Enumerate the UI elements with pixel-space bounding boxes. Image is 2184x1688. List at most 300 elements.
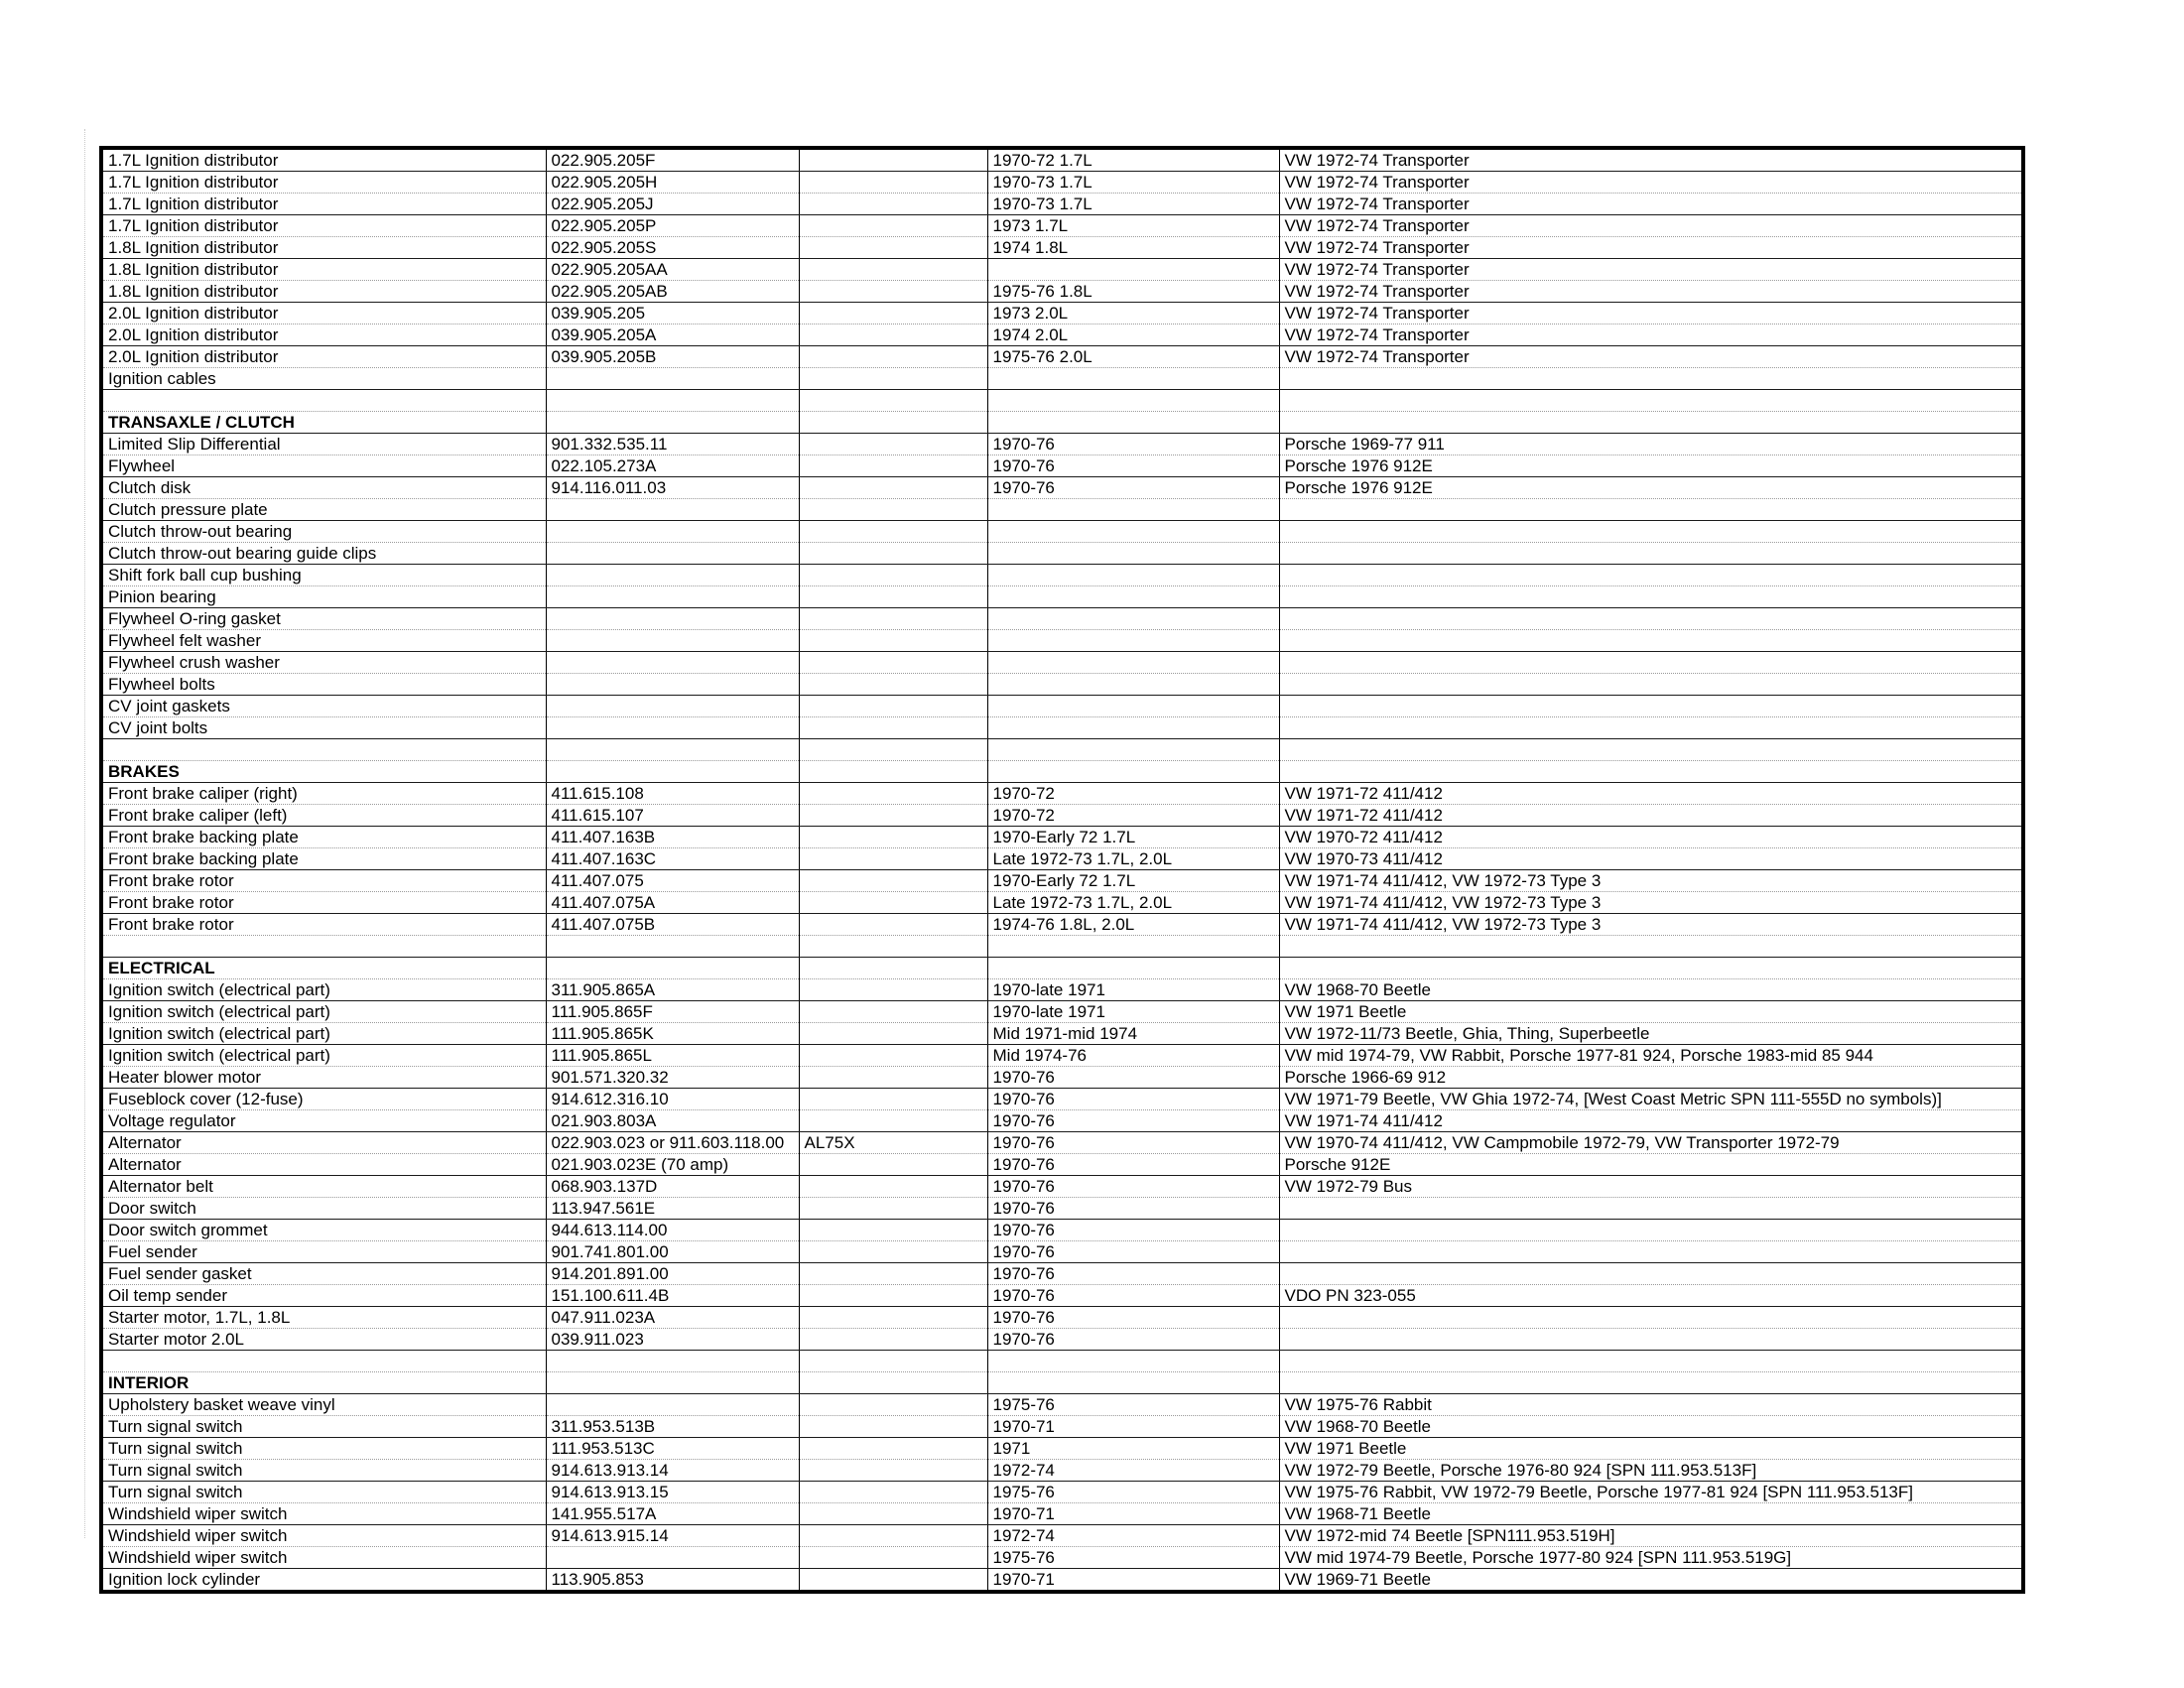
years-cell: 1970-76 (987, 1285, 1279, 1307)
variant-code-cell (799, 1460, 987, 1482)
part-number-cell (546, 499, 799, 521)
variant-code-cell (799, 1045, 987, 1067)
blank-row (101, 1351, 2023, 1372)
years-cell: 1974 2.0L (987, 325, 1279, 346)
vehicle-application-cell (1279, 717, 2023, 739)
part-number-cell: 113.947.561E (546, 1198, 799, 1220)
part-number-cell: 311.905.865A (546, 979, 799, 1001)
part-number-cell (546, 1372, 799, 1394)
part-number-cell (546, 608, 799, 630)
vehicle-application-cell: VW 1972-74 Transporter (1279, 303, 2023, 325)
part-name-cell (101, 390, 546, 412)
table-row (101, 215, 2023, 237)
part-name-cell: Front brake caliper (left) (101, 805, 546, 827)
vehicle-application-cell (1279, 696, 2023, 717)
variant-code-cell (799, 1176, 987, 1198)
part-name-cell: 2.0L Ignition distributor (101, 346, 546, 368)
years-cell (987, 390, 1279, 412)
variant-code-cell (799, 630, 987, 652)
part-number-cell: 039.905.205B (546, 346, 799, 368)
variant-code-cell (799, 1263, 987, 1285)
variant-code-cell (799, 979, 987, 1001)
variant-code-cell (799, 1394, 987, 1416)
vehicle-application-cell: VW mid 1974-79 Beetle, Porsche 1977-80 924 [SPN 111.953.519G] (1279, 1547, 2023, 1569)
years-cell (987, 652, 1279, 674)
variant-code-cell (799, 303, 987, 325)
vehicle-application-cell (1279, 936, 2023, 958)
vehicle-application-cell: VW 1972-74 Transporter (1279, 237, 2023, 259)
table-row-indented (101, 586, 2023, 608)
table-row (101, 148, 2023, 172)
part-name-cell: 1.7L Ignition distributor (101, 148, 546, 172)
variant-code-cell (799, 477, 987, 499)
years-cell (987, 1372, 1279, 1394)
variant-code-cell (799, 1198, 987, 1220)
vehicle-application-cell (1279, 543, 2023, 565)
section-header-row (101, 1372, 2023, 1394)
part-name-cell: Windshield wiper switch (101, 1525, 546, 1547)
variant-code-cell (799, 390, 987, 412)
table-row-indented (101, 543, 2023, 565)
variant-code-cell (799, 1329, 987, 1351)
part-number-cell: 914.201.891.00 (546, 1263, 799, 1285)
table-row (101, 1241, 2023, 1263)
part-number-cell: 039.911.023 (546, 1329, 799, 1351)
vehicle-application-cell (1279, 499, 2023, 521)
years-cell: 1970-76 (987, 1132, 1279, 1154)
vehicle-application-cell: VW 1971-79 Beetle, VW Ghia 1972-74, [West Coast Metric SPN 111-555D no symbols)] (1279, 1089, 2023, 1110)
variant-code-cell (799, 148, 987, 172)
years-cell (987, 543, 1279, 565)
part-number-cell: 901.741.801.00 (546, 1241, 799, 1263)
vehicle-application-cell (1279, 674, 2023, 696)
part-name-cell: 2.0L Ignition distributor (101, 325, 546, 346)
years-cell: 1970-76 (987, 1220, 1279, 1241)
vehicle-application-cell: Porsche 1966-69 912 (1279, 1067, 2023, 1089)
years-cell: 1970-76 (987, 1089, 1279, 1110)
part-name-cell: Alternator belt (101, 1176, 546, 1198)
part-number-cell: 411.615.107 (546, 805, 799, 827)
vehicle-application-cell (1279, 652, 2023, 674)
years-cell: 1970-72 (987, 783, 1279, 805)
part-name-cell: Flywheel crush washer (101, 652, 546, 674)
variant-code-cell (799, 1089, 987, 1110)
part-name-cell: Pinion bearing (101, 586, 546, 608)
part-number-cell: 022.905.205P (546, 215, 799, 237)
table-row (101, 346, 2023, 368)
variant-code-cell (799, 1220, 987, 1241)
part-number-cell (546, 674, 799, 696)
years-cell: Mid 1971-mid 1974 (987, 1023, 1279, 1045)
variant-code-cell (799, 1372, 987, 1394)
part-number-cell: 047.911.023A (546, 1307, 799, 1329)
years-cell: 1970-76 (987, 1241, 1279, 1263)
variant-code-cell (799, 936, 987, 958)
part-name-cell: Flywheel felt washer (101, 630, 546, 652)
table-row (101, 434, 2023, 455)
part-number-cell: 901.332.535.11 (546, 434, 799, 455)
vehicle-application-cell (1279, 1372, 2023, 1394)
table-row (101, 827, 2023, 848)
part-number-cell (546, 1351, 799, 1372)
vehicle-application-cell: VW 1972-74 Transporter (1279, 194, 2023, 215)
years-cell: 1973 2.0L (987, 303, 1279, 325)
part-number-cell (546, 1394, 799, 1416)
part-number-cell: 914.613.913.14 (546, 1460, 799, 1482)
vehicle-application-cell: VW mid 1974-79, VW Rabbit, Porsche 1977-81 924, Porsche 1983-mid 85 944 (1279, 1045, 2023, 1067)
part-number-cell: 021.903.803A (546, 1110, 799, 1132)
variant-code-cell (799, 805, 987, 827)
table-row (101, 1132, 2023, 1154)
table-row (101, 1460, 2023, 1482)
part-number-cell: 411.407.075 (546, 870, 799, 892)
vehicle-application-cell (1279, 608, 2023, 630)
table-row (101, 1503, 2023, 1525)
part-number-cell (546, 630, 799, 652)
part-name-cell: Starter motor, 1.7L, 1.8L (101, 1307, 546, 1329)
part-name-cell: Door switch (101, 1198, 546, 1220)
vehicle-application-cell: VW 1971-74 411/412, VW 1972-73 Type 3 (1279, 892, 2023, 914)
vehicle-application-cell: Porsche 1976 912E (1279, 477, 2023, 499)
table-row (101, 1307, 2023, 1329)
part-name-cell: Shift fork ball cup bushing (101, 565, 546, 586)
scan-margin-line (84, 129, 85, 1538)
part-number-cell: 914.613.915.14 (546, 1525, 799, 1547)
vehicle-application-cell (1279, 1198, 2023, 1220)
years-cell: 1970-71 (987, 1569, 1279, 1593)
table-row (101, 783, 2023, 805)
years-cell: 1970-72 1.7L (987, 148, 1279, 172)
parts-cross-reference-table (99, 146, 2025, 1594)
part-name-cell: Ignition lock cylinder (101, 1569, 546, 1593)
vehicle-application-cell (1279, 521, 2023, 543)
variant-code-cell (799, 1067, 987, 1089)
part-number-cell: 022.905.205F (546, 148, 799, 172)
part-name-cell: Limited Slip Differential (101, 434, 546, 455)
table-row-indented (101, 521, 2023, 543)
variant-code-cell (799, 652, 987, 674)
table-row (101, 237, 2023, 259)
part-number-cell: 411.407.163B (546, 827, 799, 848)
part-name-cell (101, 739, 546, 761)
years-cell: 1970-76 (987, 1154, 1279, 1176)
part-name-cell: Ignition cables (101, 368, 546, 390)
part-name-cell: 1.7L Ignition distributor (101, 172, 546, 194)
years-cell (987, 368, 1279, 390)
variant-code-cell (799, 1438, 987, 1460)
years-cell: 1970-76 (987, 477, 1279, 499)
vehicle-application-cell: VW 1971 Beetle (1279, 1438, 2023, 1460)
vehicle-application-cell: Porsche 1969-77 911 (1279, 434, 2023, 455)
table-row (101, 1176, 2023, 1198)
years-cell: 1970-76 (987, 1263, 1279, 1285)
table-row (101, 303, 2023, 325)
years-cell: 1970-late 1971 (987, 1001, 1279, 1023)
years-cell (987, 586, 1279, 608)
years-cell: 1970-Early 72 1.7L (987, 870, 1279, 892)
part-number-cell: 411.615.108 (546, 783, 799, 805)
vehicle-application-cell: VW 1972-mid 74 Beetle [SPN111.953.519H] (1279, 1525, 2023, 1547)
part-number-cell: 151.100.611.4B (546, 1285, 799, 1307)
years-cell: 1970-76 (987, 455, 1279, 477)
part-name-cell: Flywheel (101, 455, 546, 477)
years-cell: 1975-76 (987, 1482, 1279, 1503)
variant-code-cell (799, 259, 987, 281)
part-number-cell: 914.116.011.03 (546, 477, 799, 499)
table-row-indented (101, 696, 2023, 717)
variant-code-cell (799, 1569, 987, 1593)
part-number-cell (546, 412, 799, 434)
variant-code-cell (799, 434, 987, 455)
variant-code-cell (799, 1154, 987, 1176)
part-name-cell: Windshield wiper switch (101, 1503, 546, 1525)
years-cell: 1975-76 1.8L (987, 281, 1279, 303)
years-cell (987, 630, 1279, 652)
vehicle-application-cell: VW 1972-74 Transporter (1279, 259, 2023, 281)
part-number-cell: 022.905.205H (546, 172, 799, 194)
part-number-cell: 022.105.273A (546, 455, 799, 477)
part-number-cell: 944.613.114.00 (546, 1220, 799, 1241)
table-row (101, 325, 2023, 346)
table-row (101, 805, 2023, 827)
part-number-cell: 411.407.075A (546, 892, 799, 914)
part-number-cell: 141.955.517A (546, 1503, 799, 1525)
part-name-cell: Turn signal switch (101, 1438, 546, 1460)
vehicle-application-cell: VW 1969-71 Beetle (1279, 1569, 2023, 1593)
part-name-cell: CV joint bolts (101, 717, 546, 739)
years-cell: 1970-73 1.7L (987, 172, 1279, 194)
vehicle-application-cell: VW 1972-79 Bus (1279, 1176, 2023, 1198)
part-number-cell (546, 390, 799, 412)
vehicle-application-cell (1279, 1307, 2023, 1329)
vehicle-application-cell: VW 1972-74 Transporter (1279, 148, 2023, 172)
part-number-cell: 411.407.163C (546, 848, 799, 870)
part-name-cell: Flywheel O-ring gasket (101, 608, 546, 630)
table-row (101, 1438, 2023, 1460)
vehicle-application-cell: VDO PN 323-055 (1279, 1285, 2023, 1307)
section-header-row (101, 412, 2023, 434)
vehicle-application-cell: VW 1971-72 411/412 (1279, 805, 2023, 827)
part-name-cell: 1.8L Ignition distributor (101, 281, 546, 303)
part-number-cell (546, 652, 799, 674)
table-row-indented (101, 608, 2023, 630)
variant-code-cell (799, 455, 987, 477)
variant-code-cell (799, 237, 987, 259)
part-number-cell: 113.905.853 (546, 1569, 799, 1593)
variant-code-cell (799, 346, 987, 368)
part-name-cell: 1.7L Ignition distributor (101, 215, 546, 237)
years-cell (987, 565, 1279, 586)
years-cell (987, 696, 1279, 717)
part-number-cell (546, 936, 799, 958)
part-number-cell: 311.953.513B (546, 1416, 799, 1438)
part-number-cell: 039.905.205A (546, 325, 799, 346)
part-number-cell: 111.905.865F (546, 1001, 799, 1023)
part-number-cell: 022.905.205AB (546, 281, 799, 303)
part-number-cell: 022.905.205AA (546, 259, 799, 281)
years-cell: Late 1972-73 1.7L, 2.0L (987, 848, 1279, 870)
table-row (101, 870, 2023, 892)
vehicle-application-cell: VW 1970-72 411/412 (1279, 827, 2023, 848)
part-name-cell: Door switch grommet (101, 1220, 546, 1241)
years-cell: 1970-76 (987, 1329, 1279, 1351)
years-cell: 1970-71 (987, 1503, 1279, 1525)
vehicle-application-cell: VW 1971-74 411/412, VW 1972-73 Type 3 (1279, 914, 2023, 936)
table-row (101, 979, 2023, 1001)
variant-code-cell (799, 565, 987, 586)
part-number-cell: 039.905.205 (546, 303, 799, 325)
vehicle-application-cell (1279, 761, 2023, 783)
variant-code-cell (799, 958, 987, 979)
part-name-cell: Heater blower motor (101, 1067, 546, 1089)
part-number-cell: 022.903.023 or 911.603.118.00 (546, 1132, 799, 1154)
vehicle-application-cell: VW 1971-72 411/412 (1279, 783, 2023, 805)
vehicle-application-cell: VW 1971 Beetle (1279, 1001, 2023, 1023)
vehicle-application-cell: VW 1968-70 Beetle (1279, 1416, 2023, 1438)
variant-code-cell (799, 761, 987, 783)
variant-code-cell (799, 1525, 987, 1547)
table-row (101, 1547, 2023, 1569)
years-cell: 1972-74 (987, 1525, 1279, 1547)
vehicle-application-cell: VW 1968-71 Beetle (1279, 1503, 2023, 1525)
table-row (101, 1110, 2023, 1132)
part-number-cell: 022.905.205S (546, 237, 799, 259)
variant-code-cell (799, 543, 987, 565)
table-row (101, 892, 2023, 914)
years-cell: 1970-76 (987, 1110, 1279, 1132)
years-cell: 1970-76 (987, 434, 1279, 455)
variant-code-cell (799, 215, 987, 237)
part-name-cell: Front brake rotor (101, 914, 546, 936)
vehicle-application-cell: VW 1972-74 Transporter (1279, 172, 2023, 194)
years-cell (987, 761, 1279, 783)
part-number-cell: 022.905.205J (546, 194, 799, 215)
years-cell: 1975-76 2.0L (987, 346, 1279, 368)
years-cell (987, 717, 1279, 739)
vehicle-application-cell: Porsche 1976 912E (1279, 455, 2023, 477)
vehicle-application-cell: VW 1970-74 411/412, VW Campmobile 1972-79, VW Transporter 1972-79 (1279, 1132, 2023, 1154)
part-name-cell: Ignition switch (electrical part) (101, 1045, 546, 1067)
table-row-indented (101, 652, 2023, 674)
years-cell (987, 608, 1279, 630)
part-name-cell: Clutch throw-out bearing (101, 521, 546, 543)
section-header-row (101, 958, 2023, 979)
part-number-cell: 021.903.023E (70 amp) (546, 1154, 799, 1176)
variant-code-cell (799, 586, 987, 608)
vehicle-application-cell: VW 1972-79 Beetle, Porsche 1976-80 924 [SPN 111.953.513F] (1279, 1460, 2023, 1482)
vehicle-application-cell (1279, 586, 2023, 608)
part-name-cell (101, 1351, 546, 1372)
part-name-cell: 1.8L Ignition distributor (101, 237, 546, 259)
part-name-cell: Front brake rotor (101, 870, 546, 892)
table-row-indented (101, 630, 2023, 652)
vehicle-application-cell (1279, 368, 2023, 390)
vehicle-application-cell (1279, 412, 2023, 434)
part-number-cell (546, 586, 799, 608)
part-name-cell: INTERIOR (101, 1372, 546, 1394)
years-cell: 1970-Early 72 1.7L (987, 827, 1279, 848)
part-number-cell: 914.612.316.10 (546, 1089, 799, 1110)
table-row (101, 1089, 2023, 1110)
variant-code-cell (799, 1482, 987, 1503)
table-row (101, 281, 2023, 303)
years-cell (987, 412, 1279, 434)
years-cell: 1971 (987, 1438, 1279, 1460)
years-cell: 1970-72 (987, 805, 1279, 827)
variant-code-cell (799, 1110, 987, 1132)
part-name-cell: 1.8L Ignition distributor (101, 259, 546, 281)
years-cell (987, 499, 1279, 521)
vehicle-application-cell (1279, 1241, 2023, 1263)
part-name-cell: Fuseblock cover (12-fuse) (101, 1089, 546, 1110)
part-number-cell: 111.953.513C (546, 1438, 799, 1460)
variant-code-cell (799, 499, 987, 521)
table-row (101, 1220, 2023, 1241)
variant-code-cell (799, 892, 987, 914)
section-header-row (101, 761, 2023, 783)
part-name-cell: Ignition switch (electrical part) (101, 979, 546, 1001)
years-cell (987, 958, 1279, 979)
part-name-cell (101, 936, 546, 958)
table-row (101, 1154, 2023, 1176)
vehicle-application-cell: VW 1975-76 Rabbit, VW 1972-79 Beetle, Porsche 1977-81 924 [SPN 111.953.513F] (1279, 1482, 2023, 1503)
table-row (101, 172, 2023, 194)
table-row (101, 455, 2023, 477)
variant-code-cell (799, 1001, 987, 1023)
table-row (101, 914, 2023, 936)
part-name-cell: Front brake rotor (101, 892, 546, 914)
vehicle-application-cell: VW 1970-73 411/412 (1279, 848, 2023, 870)
years-cell: 1970-76 (987, 1067, 1279, 1089)
part-name-cell: Windshield wiper switch (101, 1547, 546, 1569)
part-name-cell: Clutch pressure plate (101, 499, 546, 521)
part-number-cell (546, 958, 799, 979)
part-name-cell: Clutch throw-out bearing guide clips (101, 543, 546, 565)
table-row-indented (101, 565, 2023, 586)
table-row (101, 1067, 2023, 1089)
variant-code-cell (799, 281, 987, 303)
vehicle-application-cell: VW 1972-74 Transporter (1279, 281, 2023, 303)
years-cell: 1970-73 1.7L (987, 194, 1279, 215)
years-cell: 1970-76 (987, 1307, 1279, 1329)
table-row-indented (101, 674, 2023, 696)
part-number-cell (546, 696, 799, 717)
variant-code-cell (799, 739, 987, 761)
table-row (101, 1263, 2023, 1285)
part-name-cell: 2.0L Ignition distributor (101, 303, 546, 325)
years-cell: 1970-late 1971 (987, 979, 1279, 1001)
part-name-cell: Upholstery basket weave vinyl (101, 1394, 546, 1416)
part-name-cell: ELECTRICAL (101, 958, 546, 979)
variant-code-cell (799, 1503, 987, 1525)
vehicle-application-cell (1279, 1351, 2023, 1372)
table-row (101, 194, 2023, 215)
part-name-cell: Ignition switch (electrical part) (101, 1001, 546, 1023)
part-number-cell: 914.613.913.15 (546, 1482, 799, 1503)
years-cell (987, 259, 1279, 281)
part-name-cell: Fuel sender (101, 1241, 546, 1263)
variant-code-cell (799, 1285, 987, 1307)
years-cell: Late 1972-73 1.7L, 2.0L (987, 892, 1279, 914)
years-cell: Mid 1974-76 (987, 1045, 1279, 1067)
table-row (101, 1023, 2023, 1045)
part-number-cell: 411.407.075B (546, 914, 799, 936)
table-row (101, 1045, 2023, 1067)
variant-code-cell (799, 521, 987, 543)
variant-code-cell (799, 848, 987, 870)
vehicle-application-cell: VW 1975-76 Rabbit (1279, 1394, 2023, 1416)
years-cell: 1970-76 (987, 1176, 1279, 1198)
